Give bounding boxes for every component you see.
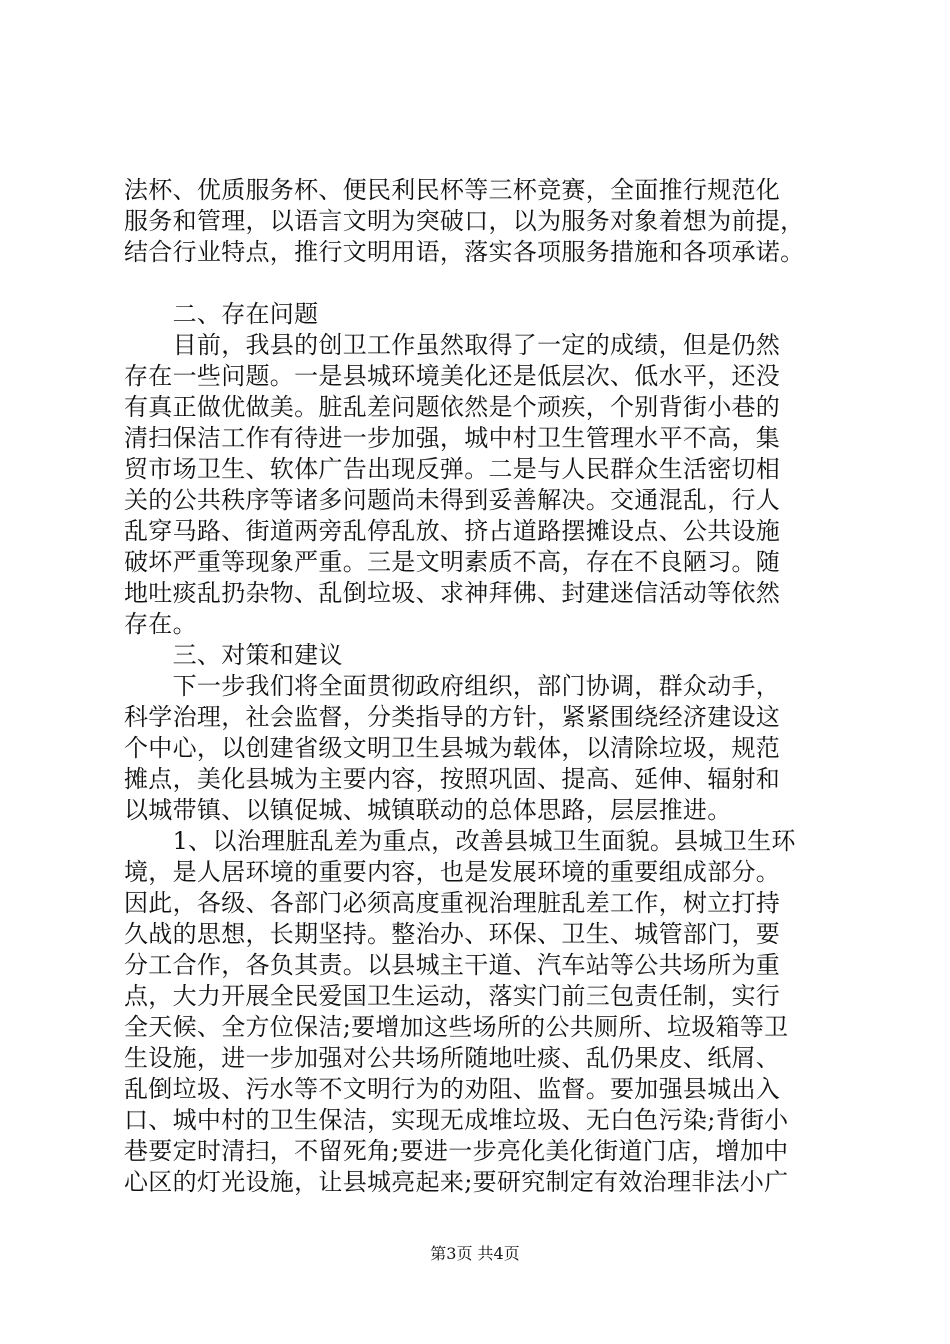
text-line: 乱穿马路、街道两旁乱停乱放、挤占道路摆摊设点、公共设施 xyxy=(124,517,781,545)
text-line: 服务和管理，以语言文明为突破口，以为服务对象着想为前提， xyxy=(124,207,805,235)
text-line: 点，大力开展全民爱国卫生运动，落实门前三包责任制，实行 xyxy=(124,982,781,1010)
text-line: 二、存在问题 xyxy=(124,300,319,328)
text-line: 法杯、优质服务杯、便民利民杯等三杯竞赛，全面推行规范化 xyxy=(124,176,781,204)
text-line: 摊点，美化县城为主要内容，按照巩固、提高、延伸、辐射和 xyxy=(124,765,781,793)
text-line: 全天候、全方位保洁;要增加这些场所的公共厕所、垃圾箱等卫 xyxy=(124,1013,789,1041)
text-line: 1、以治理脏乱差为重点，改善县城卫生面貌。县城卫生环 xyxy=(124,827,796,855)
document-body xyxy=(124,175,838,1198)
text-line: 境，是人居环境的重要内容，也是发展环境的重要组成部分。 xyxy=(124,858,781,886)
text-line: 分工合作，各负其责。以县城主干道、汽车站等公共场所为重 xyxy=(124,951,781,979)
text-line: 清扫保洁工作有待进一步加强，城中村卫生管理水平不高，集 xyxy=(124,424,781,452)
text-line: 存在。 xyxy=(124,610,197,638)
text-line: 个中心，以创建省级文明卫生县城为载体，以清除垃圾，规范 xyxy=(124,734,781,762)
page-footer: 第3页 共4页 xyxy=(430,1244,520,1263)
paragraph-gap xyxy=(124,268,838,299)
text-line: 乱倒垃圾、污水等不文明行为的劝阻、监督。要加强县城出入 xyxy=(124,1075,781,1103)
text-line: 结合行业特点，推行文明用语，落实各项服务措施和各项承诺。 xyxy=(124,238,805,266)
text-line: 关的公共秩序等诸多问题尚未得到妥善解决。交通混乱，行人 xyxy=(124,486,781,514)
text-line: 贸市场卫生、软体广告出现反弹。二是与人民群众生活密切相 xyxy=(124,455,781,483)
text-line: 三、对策和建议 xyxy=(124,641,343,669)
text-line: 生设施，进一步加强对公共场所随地吐痰、乱仍果皮、纸屑、 xyxy=(124,1044,781,1072)
text-line: 以城带镇、以镇促城、城镇联动的总体思路，层层推进。 xyxy=(124,796,732,824)
text-line: 存在一些问题。一是县城环境美化还是低层次、低水平，还没 xyxy=(124,362,781,390)
text-line: 久战的思想，长期坚持。整治办、环保、卫生、城管部门，要 xyxy=(124,920,781,948)
text-line: 巷要定时清扫，不留死角;要进一步亮化美化街道门店，增加中 xyxy=(124,1137,789,1165)
text-line: 地吐痰乱扔杂物、乱倒垃圾、求神拜佛、封建迷信活动等依然 xyxy=(124,579,781,607)
text-line: 破坏严重等现象严重。三是文明素质不高，存在不良陋习。随 xyxy=(124,548,781,576)
text-line: 口、城中村的卫生保洁，实现无成堆垃圾、无白色污染;背街小 xyxy=(124,1106,789,1134)
text-line: 下一步我们将全面贯彻政府组织，部门协调，群众动手， xyxy=(124,672,781,700)
text-line: 心区的灯光设施，让县城亮起来;要研究制定有效治理非法小广 xyxy=(124,1168,789,1196)
text-line: 科学治理，社会监督，分类指导的方针，紧紧围绕经济建设这 xyxy=(124,703,781,731)
text-line: 目前，我县的创卫工作虽然取得了一定的成绩，但是仍然 xyxy=(124,331,781,359)
text-line: 有真正做优做美。脏乱差问题依然是个顽疾，个别背街小巷的 xyxy=(124,393,781,421)
text-line: 因此，各级、各部门必须高度重视治理脏乱差工作，树立打持 xyxy=(124,889,781,917)
